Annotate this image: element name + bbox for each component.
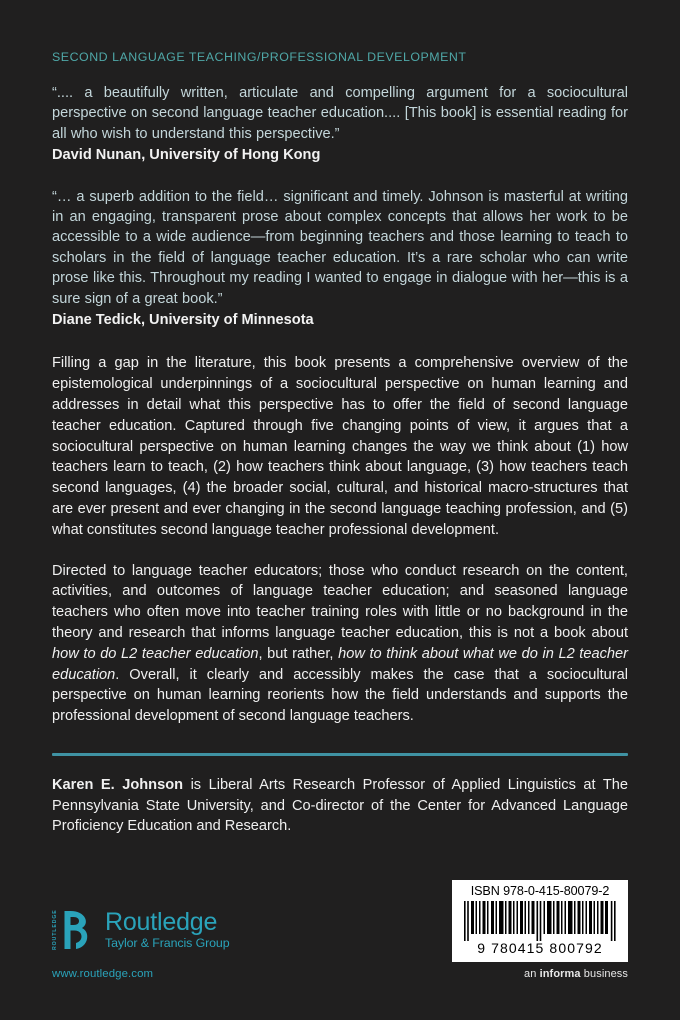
- informa-brand: informa: [539, 968, 581, 980]
- description-p2-italic-2: how to think about what we do in L2 teacher education: [52, 645, 628, 683]
- isbn-barcode: [452, 880, 628, 962]
- blurb-quote-2: “… a superb addition to the field… significant and timely. Johnson is masterful at writing in an engaging, transparent prose about complex concepts that allows her work to be accessible to a wide audience—from beginning teachers and those learning to teach to scholars in the field of language teacher education. It’s a rare scholar who can write prose like this. Throughout my reading I wanted to engage in dialogue with her—this is a sure sign of a great book.”: [52, 188, 628, 307]
- description-p2-italic-1: how to do L2 teacher education: [52, 645, 259, 662]
- publisher-name: Routledge: [105, 908, 218, 936]
- publisher-tagline: Taylor & Francis Group: [105, 936, 230, 950]
- barcode-bars-icon: [464, 901, 616, 941]
- routledge-logo-vertical-text: ROUTLEDGE: [52, 909, 58, 950]
- barcode-digits: 9 780415 800792: [477, 940, 603, 956]
- author-bio: [52, 775, 628, 837]
- blurb-quote-1: “.... a beautifully written, articulate and compelling argument for a sociocultural perspective on second language teacher education.... [This book] is essential reading for all who wish to understand this perspective.”: [52, 84, 628, 142]
- routledge-logo-mark-icon: [52, 908, 96, 952]
- informa-prefix: an: [523, 968, 540, 980]
- author-name: Karen E. Johnson: [52, 776, 184, 793]
- isbn-label: ISBN 978-0-415-80079-2: [470, 884, 610, 898]
- description-p2-part-3: . Overall, it clearly and accessibly makes the case that a sociocultural perspective on human learning reorients how the field understands and supports the professional development of second language teachers.: [52, 666, 628, 725]
- cover-footer: [0, 876, 680, 1020]
- routledge-logo[interactable]: [52, 908, 230, 952]
- publisher-url[interactable]: www.routledge.com: [52, 968, 154, 980]
- blurb-attribution-2: Diane Tedick, University of Minnesota: [52, 311, 314, 328]
- informa-suffix: business: [580, 968, 628, 980]
- author-bio-text: is Liberal Arts Research Professor of Applied Linguistics at The Pennsylvania State University, and Co-director of the Center for Advanced Language Proficiency Education and Research.: [52, 776, 628, 835]
- description-p2-part-1: Directed to language teacher educators; those who conduct research on the content, activities, and outcomes of language teacher education; and seasoned language teachers who often move into teacher training roles with little or no background in the theory and research that informs language teacher education, this is not a book about: [52, 562, 628, 641]
- informa-imprint: [452, 968, 628, 980]
- blurb-attribution-1: David Nunan, University of Hong Kong: [52, 147, 321, 164]
- section-divider: [52, 753, 628, 756]
- category-header: SECOND LANGUAGE TEACHING/PROFESSIONAL DEVELOPMENT: [52, 50, 467, 64]
- description-paragraph-2: [52, 561, 628, 727]
- description-paragraph-1: Filling a gap in the literature, this book presents a comprehensive overview of the epistemological underpinnings of a sociocultural perspective on human learning and addresses in detail what this perspective has to offer the field of second language teacher education. Captured through five changing points of view, it argues that a sociocultural perspective on human learning changes the way we think about (1) how teachers learn to teach, (2) how teachers think about language, (3) how teachers teach second languages, (4) the broader social, cultural, and historical macro-structures that are ever present and ever changing in the second language teaching profession, and (5) what constitutes second language teacher professional development.: [52, 355, 628, 538]
- description-p2-part-2: , but rather,: [258, 645, 339, 662]
- routledge-logo-text: [105, 908, 230, 951]
